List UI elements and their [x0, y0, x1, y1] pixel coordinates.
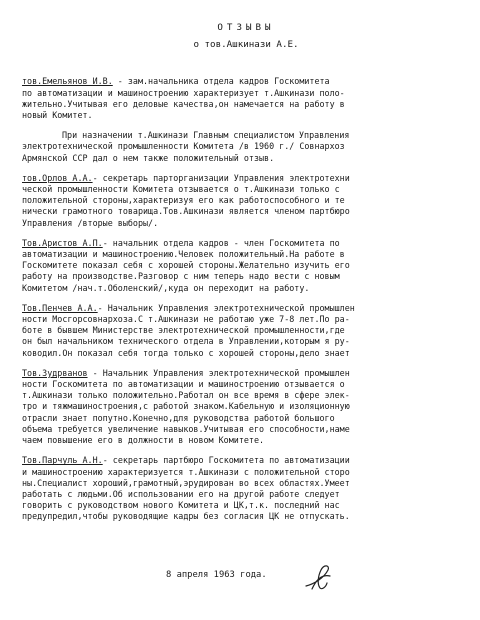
review-entry	[22, 173, 470, 229]
reviewer-name: Тов.Парчуль А.Н.	[22, 455, 103, 466]
review-text: предупредил,чтобы руководящие кадры без согласия ЦК не отпускать.	[22, 511, 350, 522]
review-entry	[22, 130, 470, 164]
review-line	[22, 249, 470, 260]
review-line	[22, 110, 470, 121]
reviewer-name: Тов.Аристов А.П.	[22, 237, 103, 248]
review-line	[22, 76, 470, 87]
review-line	[22, 153, 470, 164]
review-line	[22, 271, 470, 282]
review-text: и машиностроению характеризуется т.Ашкинази с положительной сторо	[22, 466, 350, 477]
reviewer-name: тов.Емельянов И.В.	[22, 76, 113, 87]
review-text: - секретарь парторганизации Управления электротехни	[92, 172, 350, 183]
review-line	[22, 218, 470, 229]
review-line	[22, 184, 470, 195]
signature-icon	[300, 562, 334, 592]
reviews-list	[22, 76, 470, 522]
review-entry	[22, 76, 470, 121]
reviewer-name: тов.Орлов А.А.	[22, 172, 93, 183]
review-text: новый Комитет.	[22, 110, 93, 121]
review-text: ности Мосгорсовнархоза.С т.Ашкинази не работаю уже 7-8 лет.По ра-	[22, 314, 350, 325]
review-line	[22, 173, 470, 184]
review-text: ны.Специалист хороший,грамотный,эрудирован во всех областях.Умеет	[22, 477, 350, 488]
review-line	[22, 130, 470, 141]
document-title: ОТЗЫВЫ	[217, 22, 275, 33]
review-line	[22, 467, 470, 478]
review-line	[22, 99, 470, 110]
review-line	[22, 424, 470, 435]
review-text: боте в бывшем Министерстве электротехнической промышленности,где	[22, 325, 345, 336]
review-text: чаем повышение его в должности в новом Комитете.	[22, 435, 265, 446]
review-text: он был начальником технического отдела в Управлении,которым я ру-	[22, 336, 350, 347]
review-line	[22, 379, 470, 390]
review-text: ческой промышленности Комитета отзывается о т.Ашкинази только с	[22, 184, 340, 195]
review-line	[22, 260, 470, 271]
review-text: Армянской ССР дал о нем также положительный отзыв.	[22, 152, 275, 163]
review-line	[22, 413, 470, 424]
review-text: говорить с руководством нового Комитета и ЦК,т.к. последний нас	[22, 500, 340, 511]
review-text: - Начальник Управления электротехнической промышлен	[87, 367, 350, 378]
review-line	[22, 314, 470, 325]
review-text: тро и тяжмашиностроения,с работой знаком.Кабельную и изоляционную	[22, 401, 350, 412]
review-entry	[22, 238, 470, 294]
review-text: нически грамотного товарища.Тов.Ашкинази является членом партбюро	[22, 206, 350, 217]
review-text: - зам.начальника отдела кадров Госкомитета	[112, 76, 330, 87]
review-line	[22, 390, 470, 401]
review-text: Комитетом /нач.т.Оболенский/,куда он переходит на работу.	[22, 282, 310, 293]
review-line	[22, 336, 470, 347]
review-text: объема требуется увеличение навыков.Учитывая его способности,наме	[22, 423, 350, 434]
review-line	[22, 489, 470, 500]
review-line	[22, 478, 470, 489]
review-line	[22, 206, 470, 217]
review-text: положительной стороны,характеризуя его как работоспособного и те	[22, 195, 345, 206]
review-text: т.Ашкинази только положительно.Работал он все время в сфере элек-	[22, 390, 350, 401]
document-subtitle: о тов.Ашкинази А.Е.	[193, 39, 299, 51]
review-line	[22, 401, 470, 412]
review-text: Госкомитете показал себя с хорошей стороны.Желательно изучить его	[22, 260, 350, 271]
review-text: При назначении т.Ашкинази Главным специалистом Управления	[62, 130, 350, 141]
review-text: - секретарь партбюро Госкомитета по автоматизации	[102, 455, 350, 466]
reviewer-name: Тов.Пенчев А.А.	[22, 302, 98, 313]
review-text: автоматизации и машиностроению.Человек положительный.На работе в	[22, 249, 345, 260]
review-entry	[22, 455, 470, 522]
reviewer-name: Тов.Зудрванов	[22, 367, 88, 378]
review-line	[22, 348, 470, 359]
review-entry	[22, 368, 470, 446]
review-line	[22, 283, 470, 294]
review-line	[22, 141, 470, 152]
review-text: по автоматизации и машиностроению характеризует т.Ашкинази поло-	[22, 87, 345, 98]
review-text: ности Госкомитета по автоматизации и машиностроению отзывается о	[22, 379, 345, 390]
review-line	[22, 368, 470, 379]
review-line	[22, 455, 470, 466]
review-entry	[22, 303, 470, 359]
review-line	[22, 511, 470, 522]
review-line	[22, 88, 470, 99]
review-line	[22, 500, 470, 511]
review-line	[22, 303, 470, 314]
review-text: ководил.Он показал себя тогда только с хорошей стороны,дело знает	[22, 347, 350, 358]
review-text: работу на производстве.Разговор с ним теперь надо вести с новым	[22, 271, 340, 282]
review-text: отрасли знает попутно.Конечно,для руководства работой большого	[22, 412, 335, 423]
review-text: - начальник отдела кадров - член Госкомитета по	[102, 237, 340, 248]
review-line	[22, 435, 470, 446]
review-text: - Начальник Управления электротехнической промышлен	[97, 302, 355, 313]
document-date: 8 апреля 1963 года.	[166, 570, 267, 580]
review-line	[22, 325, 470, 336]
review-text: жительно.Учитывая его деловые качества,он намечается на работу в	[22, 98, 345, 109]
review-line	[22, 238, 470, 249]
review-line	[22, 195, 470, 206]
review-text: Управления /вторые выборы/.	[22, 217, 159, 228]
review-text: электротехнической промышленности Комитета /в 1960 г./ Совнархоз	[22, 141, 345, 152]
review-text: работать с людьми.Об использовании его на другой работе следует	[22, 488, 340, 499]
